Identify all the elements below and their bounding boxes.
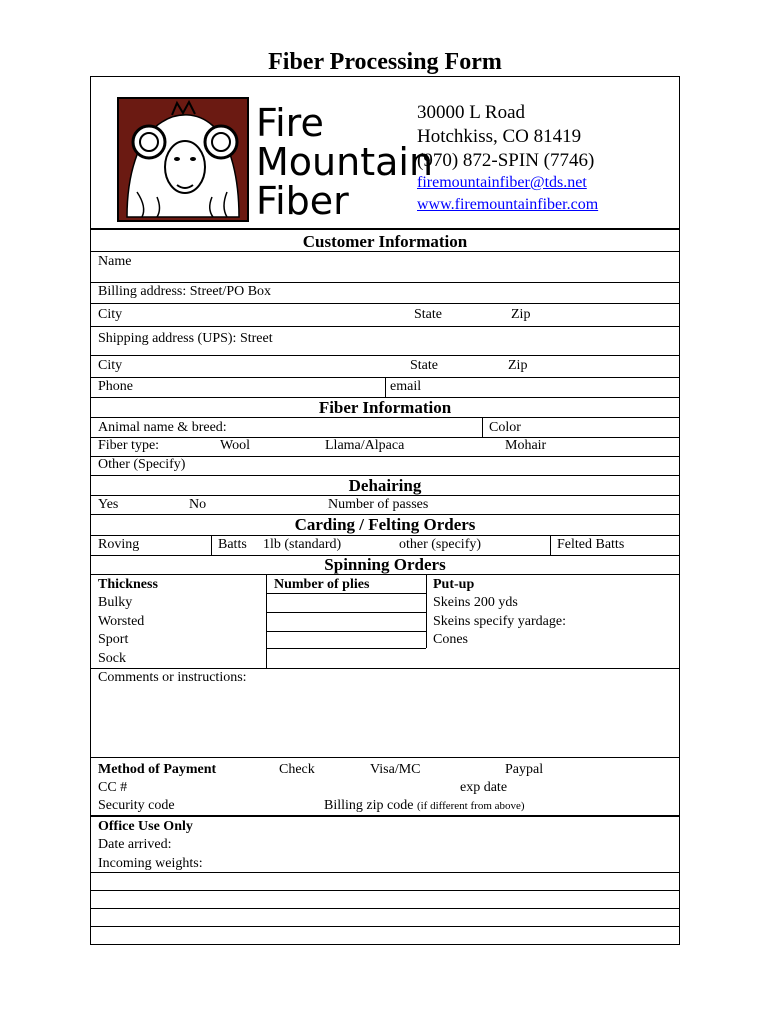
state-label: State xyxy=(410,358,438,373)
spinning-heading: Spinning Orders xyxy=(324,555,446,574)
other-label: Other (Specify) xyxy=(98,457,186,472)
yes-option: Yes xyxy=(98,497,119,512)
fiber-type-label: Fiber type: xyxy=(98,438,160,453)
address-line1: 30000 L Road xyxy=(417,102,526,123)
logo-text-fire: Fire xyxy=(256,101,324,145)
visa-option: Visa/MC xyxy=(370,762,421,777)
felted-batts-option: Felted Batts xyxy=(557,537,625,552)
animal-label: Animal name & breed: xyxy=(98,420,227,435)
thickness-bulky: Bulky xyxy=(98,595,133,610)
putup-cones: Cones xyxy=(433,632,468,647)
email-label: email xyxy=(390,379,422,394)
company-website-link[interactable]: www.firemountainfiber.com xyxy=(417,196,599,213)
llama-option: Llama/Alpaca xyxy=(325,438,405,453)
paypal-option: Paypal xyxy=(505,762,544,777)
batts-option: Batts xyxy=(218,537,247,552)
cc-label: CC # xyxy=(98,780,128,795)
shipping-label: Shipping address (UPS): Street xyxy=(98,331,273,346)
plies-header: Number of plies xyxy=(274,577,370,592)
roving-option: Roving xyxy=(98,537,140,552)
security-code-label: Security code xyxy=(98,798,175,813)
thickness-sport: Sport xyxy=(98,632,129,647)
state-label: State xyxy=(414,307,442,322)
putup-skeins-yardage: Skeins specify yardage: xyxy=(433,614,566,629)
putup-header: Put-up xyxy=(433,577,475,592)
fiber-heading: Fiber Information xyxy=(318,398,452,417)
date-arrived-label: Date arrived: xyxy=(98,837,172,852)
thickness-worsted: Worsted xyxy=(98,614,145,629)
passes-label: Number of passes xyxy=(328,497,429,512)
incoming-weights-label: Incoming weights: xyxy=(98,856,203,871)
billing-zip-label xyxy=(324,798,525,814)
address-line2: Hotchkiss, CO 81419 xyxy=(417,126,582,147)
check-option: Check xyxy=(279,762,315,777)
color-label: Color xyxy=(489,420,521,435)
billing-zip-note: (if different from above) xyxy=(416,800,525,812)
zip-label: Zip xyxy=(511,307,531,322)
comments-label: Comments or instructions: xyxy=(98,670,247,685)
thickness-header: Thickness xyxy=(98,577,158,592)
mohair-option: Mohair xyxy=(505,438,547,453)
carding-heading: Carding / Felting Orders xyxy=(294,515,476,534)
payment-heading: Method of Payment xyxy=(98,762,217,777)
logo-text-fiber: Fiber xyxy=(256,179,349,223)
billing-label: Billing address: Street/PO Box xyxy=(98,284,272,299)
putup-skeins-200: Skeins 200 yds xyxy=(433,595,518,610)
company-phone: (970) 872-SPIN (7746) xyxy=(417,150,595,171)
name-label: Name xyxy=(98,254,132,269)
city-label: City xyxy=(98,307,123,322)
other-specify-option: other (specify) xyxy=(399,537,482,552)
page-title: Fiber Processing Form xyxy=(268,49,502,75)
company-email-link[interactable]: firemountainfiber@tds.net xyxy=(417,174,587,191)
billing-zip-text: Billing zip code xyxy=(324,798,414,813)
phone-label: Phone xyxy=(98,379,133,394)
standard-option: 1lb (standard) xyxy=(263,537,342,552)
city-label: City xyxy=(98,358,123,373)
logo-text-mountain: Mountain xyxy=(256,140,434,184)
office-heading: Office Use Only xyxy=(98,819,193,834)
zip-label: Zip xyxy=(508,358,528,373)
dehairing-heading: Dehairing xyxy=(348,476,422,495)
ram-logo-icon xyxy=(117,97,249,222)
customer-heading: Customer Information xyxy=(302,232,468,251)
wool-option: Wool xyxy=(220,438,250,453)
thickness-sock: Sock xyxy=(98,651,126,666)
exp-date-label: exp date xyxy=(460,780,508,795)
no-option: No xyxy=(189,497,207,512)
